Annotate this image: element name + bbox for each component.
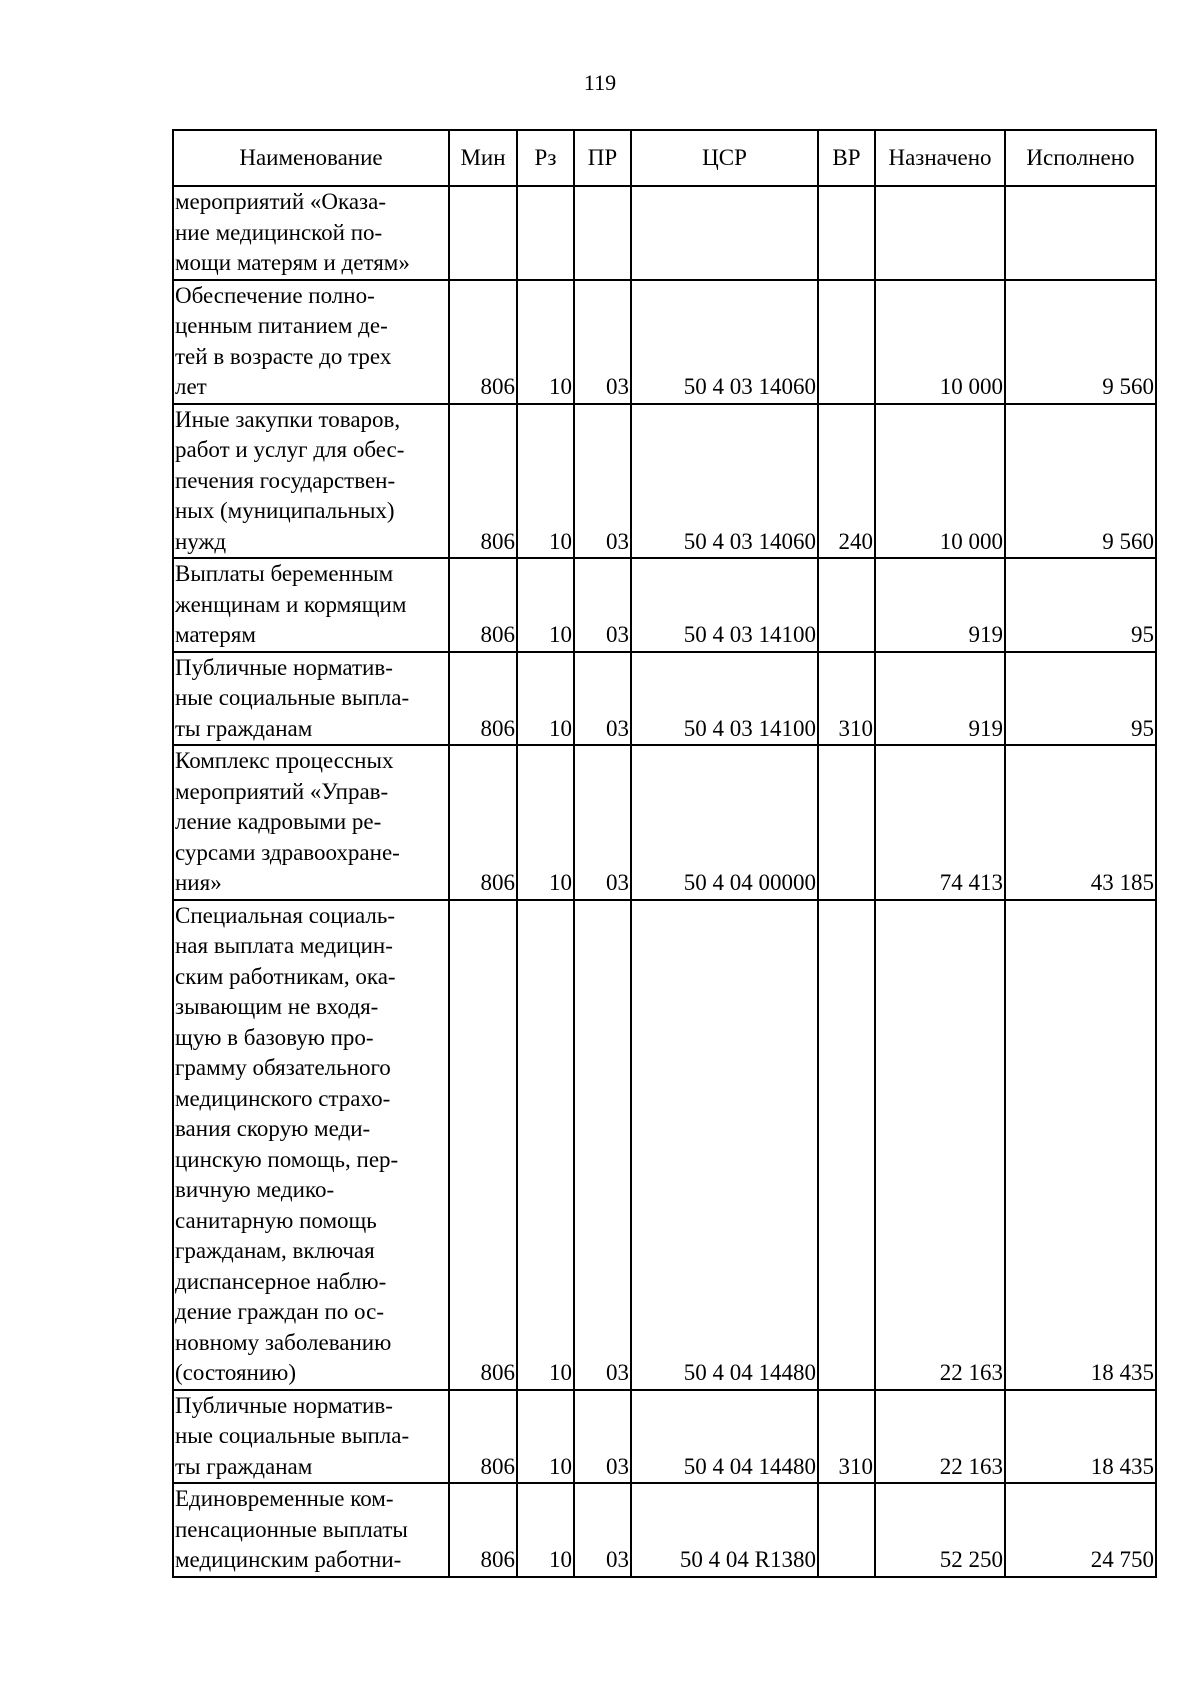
cell-pr: 03: [574, 280, 631, 404]
header-pr: ПР: [574, 130, 631, 186]
cell-assigned: 919: [875, 652, 1005, 746]
cell-executed: [1005, 186, 1156, 280]
cell-assigned: 10 000: [875, 280, 1005, 404]
cell-executed: 9 560: [1005, 280, 1156, 404]
cell-pr: 03: [574, 652, 631, 746]
cell-csr: 50 4 03 14100: [631, 558, 818, 652]
cell-pr: 03: [574, 558, 631, 652]
header-csr: ЦСР: [631, 130, 818, 186]
table-row: [173, 900, 1156, 1390]
budget-table: [172, 129, 1157, 1578]
cell-pr: 03: [574, 1390, 631, 1484]
cell-vr: [818, 745, 875, 900]
cell-csr: [631, 186, 818, 280]
cell-min: 806: [449, 745, 517, 900]
cell-rz: 10: [517, 558, 574, 652]
cell-csr: 50 4 03 14060: [631, 280, 818, 404]
cell-name: Обеспечение полно- ценным питанием де- тей в возрасте до трех лет: [173, 280, 449, 404]
cell-vr: [818, 558, 875, 652]
cell-rz: 10: [517, 745, 574, 900]
cell-min: 806: [449, 900, 517, 1390]
cell-rz: 10: [517, 900, 574, 1390]
cell-assigned: 919: [875, 558, 1005, 652]
cell-assigned: 10 000: [875, 404, 1005, 559]
table-row: [173, 186, 1156, 280]
cell-vr: [818, 1483, 875, 1577]
cell-min: 806: [449, 404, 517, 559]
cell-executed: 18 435: [1005, 1390, 1156, 1484]
header-name: Наименование: [173, 130, 449, 186]
cell-min: 806: [449, 280, 517, 404]
table-row: [173, 745, 1156, 900]
cell-name: Публичные норматив- ные социальные выпла- ты гражданам: [173, 1390, 449, 1484]
cell-min: 806: [449, 1390, 517, 1484]
cell-csr: 50 4 04 R1380: [631, 1483, 818, 1577]
cell-csr: 50 4 03 14060: [631, 404, 818, 559]
cell-rz: 10: [517, 280, 574, 404]
header-vr: ВР: [818, 130, 875, 186]
cell-executed: 9 560: [1005, 404, 1156, 559]
cell-min: 806: [449, 1483, 517, 1577]
header-row: [173, 130, 1156, 186]
header-executed: Исполнено: [1005, 130, 1156, 186]
cell-csr: 50 4 04 14480: [631, 1390, 818, 1484]
header-assigned: Назначено: [875, 130, 1005, 186]
cell-csr: 50 4 04 14480: [631, 900, 818, 1390]
cell-name: Публичные норматив- ные социальные выпла- ты гражданам: [173, 652, 449, 746]
header-min: Мин: [449, 130, 517, 186]
cell-assigned: 22 163: [875, 900, 1005, 1390]
table-row: [173, 558, 1156, 652]
cell-rz: 10: [517, 1483, 574, 1577]
cell-min: 806: [449, 558, 517, 652]
cell-pr: 03: [574, 1483, 631, 1577]
cell-assigned: 74 413: [875, 745, 1005, 900]
cell-assigned: 22 163: [875, 1390, 1005, 1484]
cell-vr: [818, 280, 875, 404]
cell-rz: 10: [517, 404, 574, 559]
cell-csr: 50 4 03 14100: [631, 652, 818, 746]
cell-name: Единовременные ком- пенсационные выплаты медицинским работни-: [173, 1483, 449, 1577]
cell-rz: 10: [517, 652, 574, 746]
cell-name: Специальная социаль- ная выплата медицин- ским работникам, ока- зывающим не входя- щую в базовую про- грамму обязательного медицинского страхо- вания скорую меди- цинскую помощь, пер- вичную медико- санитарную помощь гражданам, включая диспансерное наблю- дение граждан по ос- новному заболеванию (состоянию): [173, 900, 449, 1390]
cell-executed: 18 435: [1005, 900, 1156, 1390]
cell-vr: [818, 900, 875, 1390]
cell-pr: [574, 186, 631, 280]
table-row: [173, 1483, 1156, 1577]
cell-pr: 03: [574, 900, 631, 1390]
cell-rz: [517, 186, 574, 280]
cell-executed: 95: [1005, 652, 1156, 746]
cell-min: 806: [449, 652, 517, 746]
cell-executed: 95: [1005, 558, 1156, 652]
cell-vr: 310: [818, 1390, 875, 1484]
cell-csr: 50 4 04 00000: [631, 745, 818, 900]
table-row: [173, 652, 1156, 746]
cell-name: Иные закупки товаров, работ и услуг для обес- печения государствен- ных (муниципальных) нужд: [173, 404, 449, 559]
cell-name: мероприятий «Оказа- ние медицинской по- мощи матерям и детям»: [173, 186, 449, 280]
table-row: [173, 1390, 1156, 1484]
cell-min: [449, 186, 517, 280]
header-rz: Рз: [517, 130, 574, 186]
cell-name: Комплекс процессных мероприятий «Управ- ление кадровыми ре- сурсами здравоохране- ния»: [173, 745, 449, 900]
table-row: [173, 404, 1156, 559]
cell-executed: 24 750: [1005, 1483, 1156, 1577]
cell-pr: 03: [574, 745, 631, 900]
cell-rz: 10: [517, 1390, 574, 1484]
cell-vr: [818, 186, 875, 280]
cell-assigned: 52 250: [875, 1483, 1005, 1577]
cell-vr: 310: [818, 652, 875, 746]
cell-pr: 03: [574, 404, 631, 559]
table-row: [173, 280, 1156, 404]
cell-vr: 240: [818, 404, 875, 559]
cell-executed: 43 185: [1005, 745, 1156, 900]
cell-assigned: [875, 186, 1005, 280]
page-number: 119: [583, 70, 617, 95]
cell-name: Выплаты беременным женщинам и кормящим матерям: [173, 558, 449, 652]
